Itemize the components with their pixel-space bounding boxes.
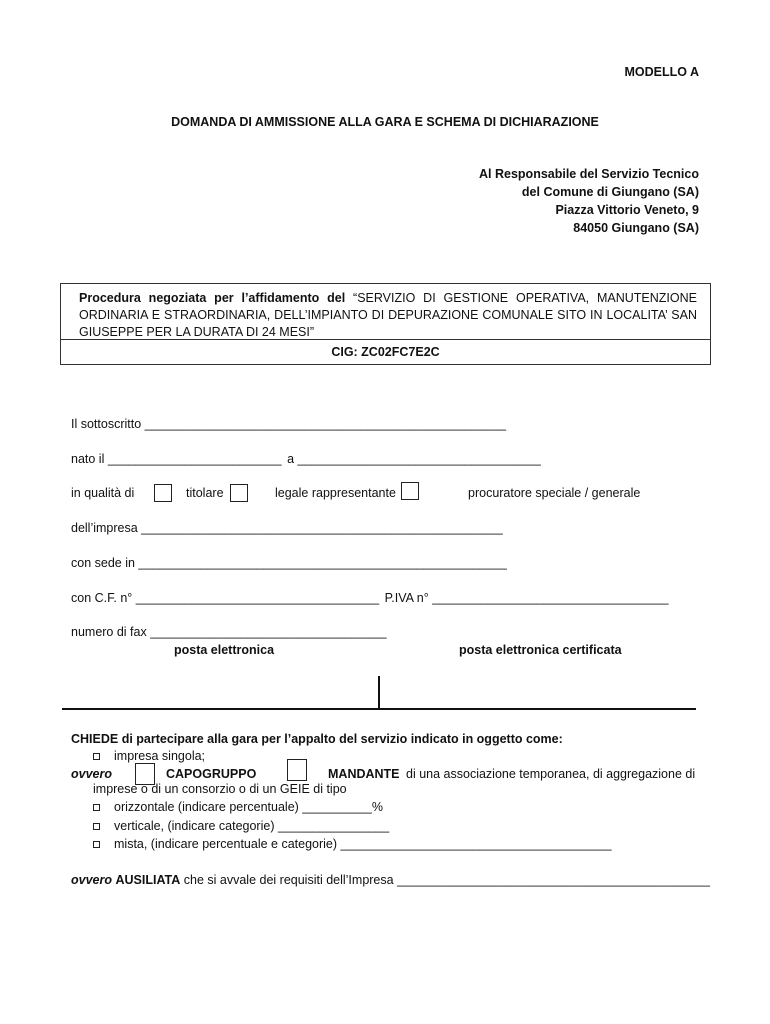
ovvero-text: ovvero bbox=[71, 767, 112, 781]
mandante-text-2: imprese o di un consorzio o di un GEIE di tipo bbox=[93, 782, 347, 796]
chiede-line bbox=[71, 732, 563, 746]
checkbox-mandante[interactable] bbox=[287, 759, 307, 781]
singola-label: impresa singola; bbox=[114, 749, 206, 763]
procedure-box bbox=[60, 283, 711, 365]
field-birth[interactable] bbox=[71, 452, 541, 466]
horizontal-separator bbox=[62, 708, 696, 710]
legale-label: legale rappresentante bbox=[275, 486, 396, 500]
ausiliata-ovvero: ovvero bbox=[71, 873, 112, 887]
field-fiscal[interactable] bbox=[71, 591, 669, 605]
field-piva[interactable]: P.IVA n° __________________________________ bbox=[384, 591, 669, 605]
recipient-line: 84050 Giungano (SA) bbox=[573, 221, 699, 235]
checkbox-titolare[interactable] bbox=[230, 484, 248, 502]
pec-label: posta elettronica certificata bbox=[459, 643, 622, 657]
recipient-line: Al Responsabile del Servizio Tecnico bbox=[479, 167, 699, 181]
field-nato-a[interactable]: a ___________________________________ bbox=[287, 452, 541, 466]
mandante-text: di una associazione temporanea, di aggregazione di bbox=[406, 767, 696, 781]
mista-label: mista, (indicare percentuale e categorie) _______________________________________ bbox=[114, 837, 612, 851]
titolare-label: titolare bbox=[186, 486, 224, 500]
ausiliata-label: AUSILIATA bbox=[115, 873, 181, 887]
mandante-label: MANDANTE bbox=[328, 767, 400, 781]
field-nato-il[interactable]: nato il _________________________ bbox=[71, 452, 282, 466]
procedure-text bbox=[79, 290, 697, 341]
qualita-label: in qualità di bbox=[71, 486, 135, 500]
option-singola[interactable] bbox=[93, 749, 205, 763]
checkbox-verticale[interactable] bbox=[93, 823, 100, 830]
procedure-description: “SERVIZIO DI GESTIONE OPERATIVA, MANUTENZIONE ORDINARIA E STRAORDINARIA, DELL’IMPIANTO DI DEPURAZIONE COMUNALE SITO IN LOCALITA’ SAN GIUSEPPE PER LA DURATA DI 24 MESI” bbox=[79, 291, 697, 339]
orizzontale-label: orizzontale (indicare percentuale) __________% bbox=[114, 800, 383, 814]
procuratore-label: procuratore speciale / generale bbox=[468, 486, 641, 500]
checkbox-legale[interactable] bbox=[401, 482, 419, 500]
field-impresa[interactable]: dell’impresa ____________________________________________________ bbox=[71, 521, 503, 535]
ausiliata-text[interactable]: che si avvale dei requisiti dell’Impresa _____________________________________________ bbox=[180, 873, 710, 887]
verticale-label: verticale, (indicare categorie) ________________ bbox=[114, 819, 390, 833]
option-mista[interactable] bbox=[93, 837, 612, 851]
field-fax[interactable]: numero di fax __________________________________ bbox=[71, 625, 387, 639]
checkbox-orizzontale[interactable] bbox=[93, 804, 100, 811]
field-sede[interactable]: con sede in _____________________________________________________ bbox=[71, 556, 507, 570]
model-label: MODELLO A bbox=[624, 65, 699, 79]
recipient-line: del Comune di Giungano (SA) bbox=[521, 185, 699, 199]
field-cf[interactable]: con C.F. n° ___________________________________ bbox=[71, 591, 380, 605]
option-verticale[interactable] bbox=[93, 819, 389, 833]
recipient-line: Piazza Vittorio Veneto, 9 bbox=[555, 203, 699, 217]
recipient-address bbox=[380, 165, 699, 237]
document-title: DOMANDA DI AMMISSIONE ALLA GARA E SCHEMA DI DICHIARAZIONE bbox=[171, 115, 599, 129]
procedure-lead: Procedura negoziata per l’affidamento del bbox=[79, 291, 346, 305]
checkbox-qualita[interactable] bbox=[154, 484, 172, 502]
mandante-line bbox=[328, 767, 695, 781]
capogruppo-label: CAPOGRUPPO bbox=[166, 767, 257, 781]
box-divider bbox=[61, 339, 710, 340]
option-orizzontale[interactable] bbox=[93, 800, 383, 814]
ovvero-label bbox=[71, 767, 112, 781]
field-sottoscritto[interactable]: Il sottoscritto ____________________________________________________ bbox=[71, 417, 507, 431]
cig-code: CIG: ZC02FC7E2C bbox=[331, 345, 440, 359]
ausiliata-line[interactable] bbox=[71, 873, 710, 887]
checkbox-mista[interactable] bbox=[93, 841, 100, 848]
chiede-lead: CHIEDE bbox=[71, 732, 119, 746]
vertical-separator bbox=[378, 676, 380, 710]
checkbox-singola[interactable] bbox=[93, 753, 100, 760]
chiede-text: di partecipare alla gara per l’appalto del servizio indicato in oggetto come: bbox=[118, 732, 563, 746]
posta-elettronica-label: posta elettronica bbox=[174, 643, 275, 657]
